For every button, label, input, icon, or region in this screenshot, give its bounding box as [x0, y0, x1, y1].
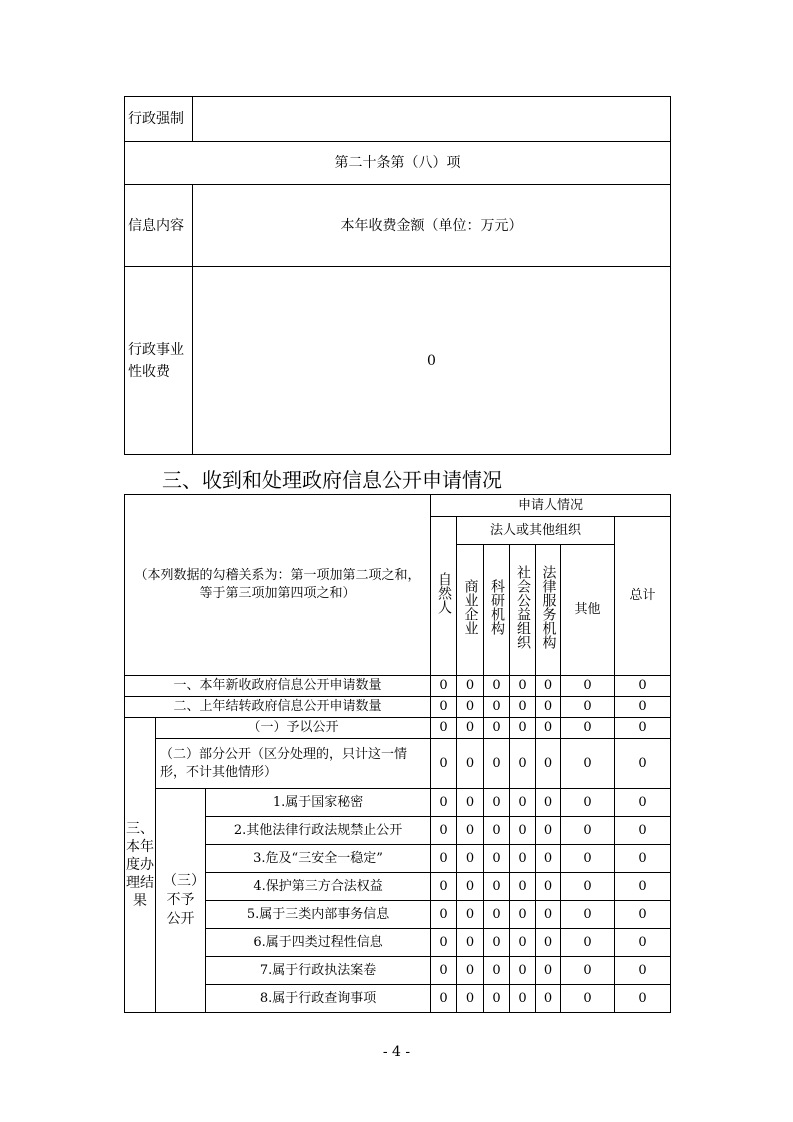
cell: 0 — [536, 718, 561, 739]
cell: 0 — [510, 718, 536, 739]
cell: 0 — [484, 697, 510, 718]
sub-label: 6.属于四类过程性信息 — [206, 929, 431, 957]
cell: 0 — [561, 901, 615, 929]
cell: 0 — [457, 676, 484, 697]
cell: 0 — [457, 873, 484, 901]
info-header: 本年收费金额（单位：万元） — [193, 185, 671, 267]
section-label: 第二十条第（八）项 — [125, 142, 671, 185]
cell: 0 — [431, 929, 457, 957]
cell: 0 — [615, 817, 671, 845]
cell: 0 — [457, 789, 484, 817]
row-new-label: 一、本年新收政府信息公开申请数量 — [125, 676, 431, 697]
cell: 0 — [510, 739, 536, 789]
cell: 0 — [431, 789, 457, 817]
legal-header: 法人或其他组织 — [457, 517, 615, 545]
cell: 0 — [536, 985, 561, 1013]
cell: 0 — [561, 957, 615, 985]
cell: 0 — [510, 697, 536, 718]
sub-label: 2.其他法律行政法规禁止公开 — [206, 817, 431, 845]
cell: 0 — [536, 957, 561, 985]
cell: 0 — [536, 929, 561, 957]
cell: 0 — [615, 845, 671, 873]
cell: 0 — [615, 873, 671, 901]
cell: 0 — [484, 789, 510, 817]
cell: 0 — [484, 873, 510, 901]
cell: 0 — [561, 718, 615, 739]
cell: 0 — [431, 676, 457, 697]
cell: 0 — [431, 873, 457, 901]
cell: 0 — [536, 676, 561, 697]
cell: 0 — [484, 739, 510, 789]
cell: 0 — [561, 985, 615, 1013]
cell: 0 — [615, 901, 671, 929]
cell: 0 — [484, 929, 510, 957]
sub-label: 5.属于三类内部事务信息 — [206, 901, 431, 929]
cell: 0 — [561, 873, 615, 901]
cell: 0 — [484, 817, 510, 845]
cell: 0 — [561, 929, 615, 957]
cell: 0 — [510, 789, 536, 817]
cell: 0 — [536, 739, 561, 789]
cell: 0 — [615, 718, 671, 739]
cell: 0 — [457, 739, 484, 789]
cell: 0 — [561, 845, 615, 873]
sub-label: 8.属于行政查询事项 — [206, 985, 431, 1013]
fee-value: 0 — [193, 267, 671, 455]
cell: 0 — [484, 718, 510, 739]
cell: 0 — [561, 676, 615, 697]
res-denied-label: （三）不予公开 — [156, 789, 206, 1013]
cell: 0 — [457, 929, 484, 957]
cell: 0 — [457, 901, 484, 929]
enforce-value — [193, 97, 671, 142]
result-group-label: 三、本年度办理结果 — [125, 718, 156, 1013]
cell: 0 — [484, 845, 510, 873]
col-social: 社会公益组织 — [510, 545, 536, 676]
cell: 0 — [431, 817, 457, 845]
cell: 0 — [431, 985, 457, 1013]
cell: 0 — [457, 845, 484, 873]
sub-label: 7.属于行政执法案卷 — [206, 957, 431, 985]
cell: 0 — [484, 957, 510, 985]
cell: 0 — [457, 985, 484, 1013]
enforce-label: 行政强制 — [125, 97, 193, 142]
application-table — [124, 494, 671, 1013]
cell: 0 — [510, 957, 536, 985]
cell: 0 — [536, 873, 561, 901]
cell: 0 — [510, 929, 536, 957]
cell: 0 — [484, 901, 510, 929]
cell: 0 — [431, 901, 457, 929]
sub-label: 1.属于国家秘密 — [206, 789, 431, 817]
info-label: 信息内容 — [125, 185, 193, 267]
fee-info-table — [124, 96, 671, 455]
cell: 0 — [536, 697, 561, 718]
section-heading: 三、收到和处理政府信息公开申请情况 — [162, 468, 502, 492]
cell: 0 — [536, 789, 561, 817]
col-law: 法律服务机构 — [536, 545, 561, 676]
cell: 0 — [615, 789, 671, 817]
cell: 0 — [431, 739, 457, 789]
cell: 0 — [510, 873, 536, 901]
cell: 0 — [510, 985, 536, 1013]
cell: 0 — [510, 845, 536, 873]
res-open-label: （一）予以公开 — [156, 718, 431, 739]
page-number: - 4 - — [382, 1044, 411, 1060]
cell: 0 — [484, 676, 510, 697]
col-total: 总计 — [615, 517, 671, 676]
cell: 0 — [431, 957, 457, 985]
cell: 0 — [561, 817, 615, 845]
cell: 0 — [457, 718, 484, 739]
cell: 0 — [536, 817, 561, 845]
cell: 0 — [431, 718, 457, 739]
cell: 0 — [457, 957, 484, 985]
cell: 0 — [615, 697, 671, 718]
sub-label: 4.保护第三方合法权益 — [206, 873, 431, 901]
cell: 0 — [615, 739, 671, 789]
cell: 0 — [536, 901, 561, 929]
cell: 0 — [510, 901, 536, 929]
row-carry-label: 二、上年结转政府信息公开申请数量 — [125, 697, 431, 718]
cell: 0 — [536, 845, 561, 873]
cell: 0 — [457, 697, 484, 718]
applicant-header: 申请人情况 — [431, 495, 671, 517]
cell: 0 — [561, 789, 615, 817]
col-other: 其他 — [561, 545, 615, 676]
note-cell: （本列数据的勾稽关系为：第一项加第二项之和，等于第三项加第四项之和） — [125, 495, 431, 676]
fee-label: 行政事业性收费 — [125, 267, 193, 455]
cell: 0 — [561, 697, 615, 718]
cell: 0 — [615, 929, 671, 957]
res-partial-label: （二）部分公开（区分处理的，只计这一情形，不计其他情形） — [156, 739, 431, 789]
col-research: 科研机构 — [484, 545, 510, 676]
cell: 0 — [561, 739, 615, 789]
sub-label: 3.危及“三安全一稳定” — [206, 845, 431, 873]
cell: 0 — [510, 817, 536, 845]
cell: 0 — [457, 817, 484, 845]
col-natural: 自然人 — [431, 517, 457, 676]
cell: 0 — [510, 676, 536, 697]
cell: 0 — [615, 985, 671, 1013]
cell: 0 — [615, 957, 671, 985]
cell: 0 — [431, 697, 457, 718]
cell: 0 — [615, 676, 671, 697]
cell: 0 — [431, 845, 457, 873]
col-business: 商业企业 — [457, 545, 484, 676]
cell: 0 — [484, 985, 510, 1013]
